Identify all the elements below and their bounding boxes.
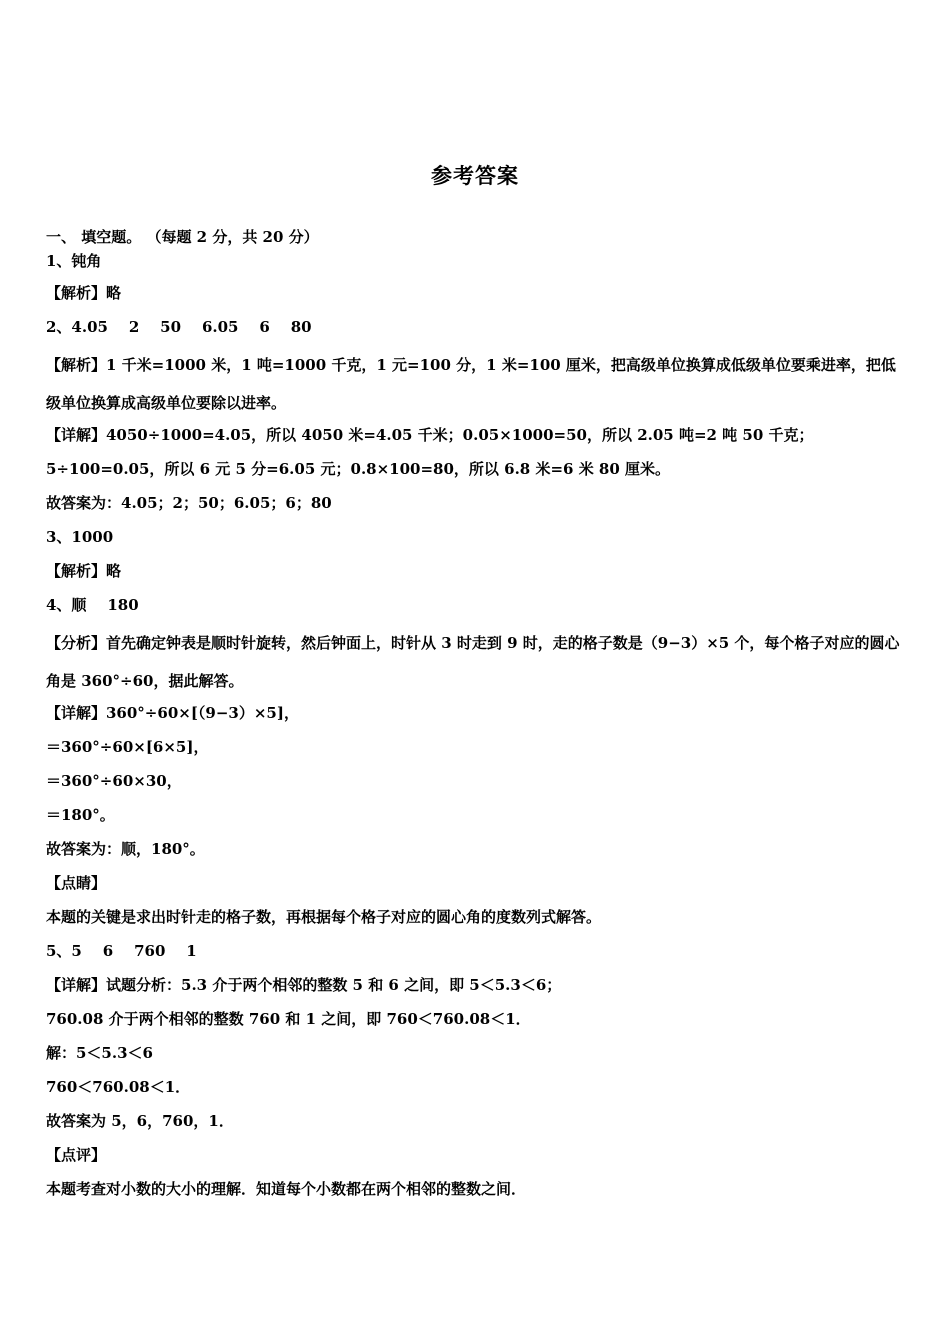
page-title: 参考答案 (431, 163, 519, 188)
answer-3: 3、1000 (46, 528, 114, 546)
analysis-4: 【分析】首先确定钟表是顺时针旋转，然后钟面上，时针从 3 时走到 9 时，走的格子数是（9−3）×5 个，每个格子对应的圆心角是 360°÷60，据此解答。 (46, 634, 900, 690)
answer-4: 4、顺 180 (46, 596, 139, 614)
answer-1: 1、钝角 (46, 252, 102, 270)
answer-2: 2、4.05 2 50 6.05 6 80 (46, 318, 312, 336)
comment-label: 【点评】 (46, 1146, 107, 1164)
analysis-2: 【解析】1 千米=1000 米，1 吨=1000 千克，1 元=100 分，1 米=100 厘米，把高级单位换算成低级单位要乘进率，把低级单位换算成高级单位要除以进率。 (46, 356, 896, 412)
detail-4-line-2: ＝360°÷60×[6×5]， (46, 738, 209, 756)
answer-5: 5、5 6 760 1 (46, 942, 197, 960)
detail-2-line-1: 【详解】4050÷1000=4.05，所以 4050 米=4.05 千米；0.05×1000=50，所以 2.05 吨=2 吨 50 千克； (46, 426, 814, 444)
solution-5-line-1: 解：5＜5.3＜6 (46, 1044, 153, 1062)
analysis-1: 【解析】略 (46, 284, 122, 302)
detail-2-line-2: 5÷100=0.05，所以 6 元 5 分=6.05 元；0.8×100=80，所以 6.8 米=6 米 80 厘米。 (46, 460, 671, 478)
conclusion-4: 故答案为：顺，180°。 (46, 840, 205, 858)
detail-4-line-1: 【详解】360°÷60×[（9−3）×5]， (46, 704, 299, 722)
detail-4-line-3: ＝360°÷60×30， (46, 772, 182, 790)
answer-content (46, 226, 908, 1206)
analysis-3: 【解析】略 (46, 562, 122, 580)
key-point-label: 【点睛】 (46, 874, 107, 892)
detail-5-line-1: 【详解】试题分析：5.3 介于两个相邻的整数 5 和 6 之间，即 5＜5.3＜6； (46, 976, 562, 994)
solution-5-line-2: 760＜760.08＜1． (46, 1078, 191, 1096)
section-heading: 一、 填空题。 （每题 2 分，共 20 分） (46, 228, 319, 246)
detail-5-line-2: 760.08 介于两个相邻的整数 760 和 1 之间，即 760＜760.08＜1． (46, 1010, 531, 1028)
comment-text: 本题考查对小数的大小的理解．知道每个小数都在两个相邻的整数之间． (46, 1180, 527, 1198)
detail-4-line-4: ＝180°。 (46, 806, 115, 824)
key-point-text: 本题的关键是求出时针走的格子数，再根据每个格子对应的圆心角的度数列式解答。 (46, 908, 602, 926)
conclusion-2: 故答案为：4.05；2；50；6.05；6；80 (46, 494, 332, 512)
conclusion-5: 故答案为 5，6，760，1． (46, 1112, 234, 1130)
